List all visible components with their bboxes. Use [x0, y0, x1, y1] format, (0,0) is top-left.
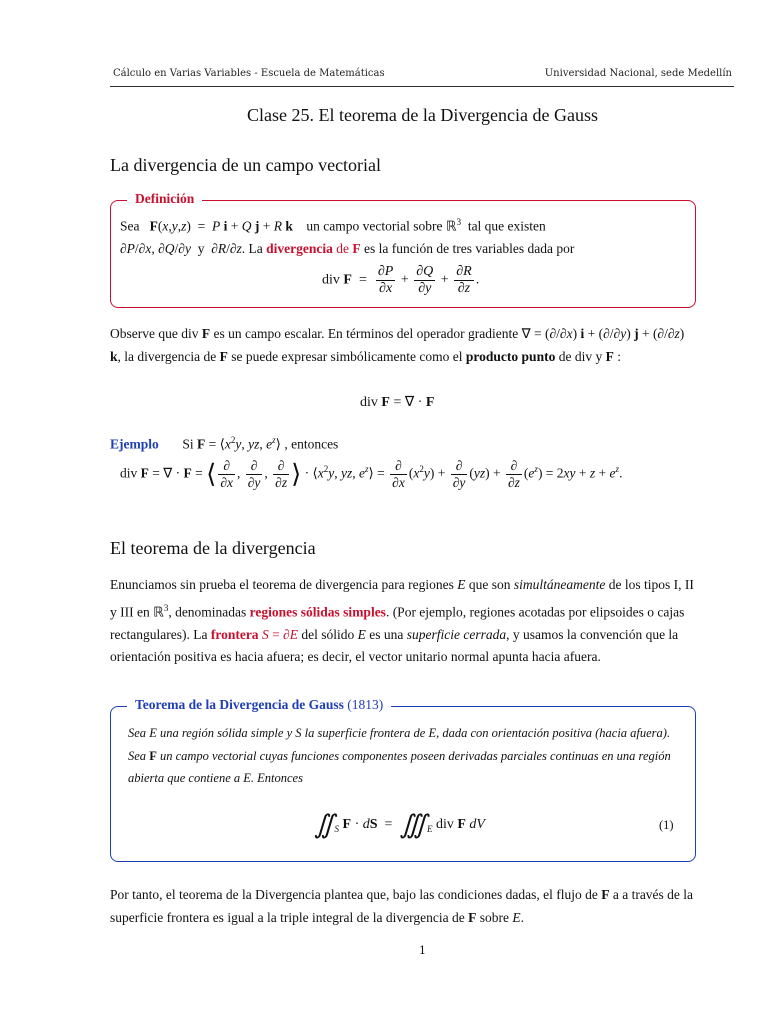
example-line: Ejemplo Si $F = ⟨x^2y$, yz, $e^z⟩$ , entonces	[110, 435, 339, 452]
gauss-formula: $∬_S$ F · dS = $∭_E$ div F dV	[314, 810, 485, 839]
equation-number: (1)	[659, 818, 674, 832]
divergence-formula: div F = $\frac{\partial P}{\partial x}$ + $\frac{\partial Q}{\partial y}$ + $\frac{\partial R}{\partial z}$ .	[322, 264, 480, 296]
theorem-statement: Sea E una región sólida simple y S la superficie frontera de E, dada con orientación positiva (hacia afuera). Sea F un campo vectorial cuyas funciones componentes poseen derivadas parciales continuas en una región abierta que contiene a E. Entonces	[128, 726, 671, 785]
page-number: 1	[419, 944, 426, 957]
divergence-dot-formula: div F = ∇ · F	[360, 395, 435, 410]
conclusion-paragraph: Por tanto, el teorema de la Divergencia plantea que, bajo las condiciones dadas, el flujo de F a a través de la superficie frontera es igual a la triple integral de la divergencia de F sobre E.	[110, 887, 694, 925]
page-title: Clase 25. El teorema de la Divergencia de Gauss	[246, 105, 599, 125]
observation-paragraph: Observe que div F es un campo escalar. En términos del operador gradiente ∇ = (∂/∂x) i + (∂/∂y) j + (∂/∂z) k, la divergencia de F se puede expresar simbólicamente como el producto punto de div y F :	[110, 326, 685, 364]
section-heading-divergence: La divergencia de un campo vectorial	[110, 155, 382, 175]
running-header-left: Cálculo en Varias Variables - Escuela de Matemáticas	[113, 68, 385, 79]
section-heading-theorem: El teorema de la divergencia	[110, 538, 316, 558]
running-header-right: Universidad Nacional, sede Medellín	[544, 68, 732, 79]
header-rule	[110, 86, 734, 87]
definition-label: Definición	[127, 191, 202, 207]
theorem-label: Teorema de la Divergencia de Gauss (1813)	[127, 697, 391, 713]
theorem-intro-paragraph: Enunciamos sin prueba el teorema de divergencia para regiones E que son simultáneamente de los tipos I, II y III en ℝ$^3$, denominadas regiones sólidas simples. (Por ejemplo, regiones acotadas por elipsoides o cajas rectangulares). La frontera S = ∂E del sólido E es una superficie cerrada, y usamos la convención que la orientación positiva es hacia afuera; es decir, el vector unitario normal apunta hacia afuera.	[110, 577, 694, 664]
definition-text: Sea F(x,y,z) = P i + Q j + R k un campo vectorial sobre ℝ$^3$ tal que existen ∂P/∂x, ∂Q/∂y y ∂R/∂z. La divergencia de F es la función de tres variables dada por	[120, 217, 575, 256]
example-formula: div F = ∇ · F = ⟨ $\frac{\partial}{\partial x}$ , $\frac{\partial}{\partial y}$ , $\frac{\partial}{\partial z}$ ⟩ · $⟨x^2y$, yz, $e^z⟩$ = $\frac{\partial}{\partial x}$ $(x^2y)$ + $\frac{\partial}{\partial y}$ (yz) + $\frac{\partial}{\partial z}$ $(e^z) = 2xy + z + e^z$.	[120, 458, 623, 490]
